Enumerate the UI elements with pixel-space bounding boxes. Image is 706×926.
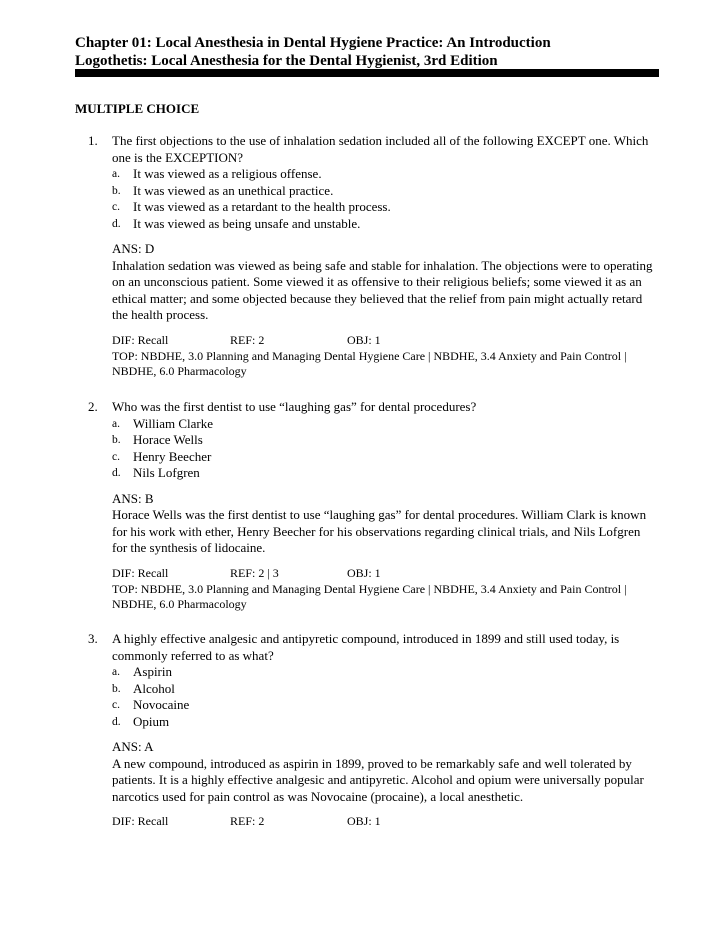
chapter-title: Chapter 01: Local Anesthesia in Dental Hygiene Practice: An Introduction: [75, 35, 551, 51]
question-text: The first objections to the use of inhalation sedation included all of the following EXCEPT one. Which one is the EXCEPTION?: [112, 133, 649, 165]
question-3: [88, 631, 658, 830]
question-text: A highly effective analgesic and antipyretic compound, introduced in 1899 and still used today, is commonly referred to as what?: [112, 631, 620, 663]
option-text: It was viewed as an unethical practice.: [133, 182, 334, 198]
option-text: It was viewed as a religious offense.: [133, 166, 322, 181]
option-text: It was viewed as a retardant to the health process.: [133, 199, 391, 214]
option-text: Opium: [133, 713, 170, 729]
option-text: Henry Beecher: [133, 448, 212, 464]
metadata: [112, 333, 658, 349]
option-a: [112, 664, 658, 681]
option-letter: c.: [112, 201, 120, 213]
objective: OBJ: 1: [347, 565, 381, 580]
question-number: 1.: [88, 133, 98, 148]
rationale: Inhalation sedation was viewed as being safe and stable for inhalation. The objections were to operating on an unconscious patient. Some viewed it as offensive to their religious beliefs; some viewed it as an ethical matter; and some objected because they believed that the relief from pain might actually retard the health process.: [112, 257, 653, 322]
option-letter: d.: [112, 715, 121, 728]
topic: TOP: NBDHE, 3.0 Planning and Managing Dental Hygiene Care | NBDHE, 3.4 Anxiety and Pain Control | NBDHE, 6.0 Pharmacology: [112, 348, 627, 378]
option-text: Aspirin: [133, 664, 172, 679]
header-rule: [75, 69, 659, 77]
option-b: [112, 183, 658, 200]
document-header: [75, 34, 551, 70]
option-d: [112, 714, 658, 731]
option-letter: a.: [112, 417, 120, 430]
option-text: Novocaine: [133, 697, 190, 712]
metadata: [112, 566, 658, 582]
option-letter: a.: [112, 168, 120, 180]
option-letter: b.: [112, 434, 121, 446]
section-title: MULTIPLE CHOICE: [75, 101, 200, 116]
reference: REF: 2 | 3: [230, 565, 279, 580]
answer: ANS: D: [112, 241, 155, 256]
reference: REF: 2: [230, 332, 265, 347]
difficulty: DIF: Recall: [112, 565, 169, 580]
question-number: 3.: [88, 631, 98, 646]
option-c: [112, 199, 658, 216]
metadata: [112, 814, 658, 830]
option-c: [112, 697, 658, 714]
option-text: Nils Lofgren: [133, 465, 200, 480]
answer: ANS: B: [112, 490, 154, 506]
option-a: [112, 166, 658, 183]
option-letter: a.: [112, 666, 120, 678]
objective: OBJ: 1: [347, 332, 381, 347]
option-b: [112, 681, 658, 698]
answer: ANS: A: [112, 739, 154, 754]
option-letter: c.: [112, 699, 120, 711]
option-letter: d.: [112, 217, 121, 230]
option-letter: b.: [112, 682, 121, 695]
question-text: Who was the first dentist to use “laughing gas” for dental procedures?: [112, 399, 477, 414]
option-text: William Clarke: [133, 415, 213, 431]
topic: TOP: NBDHE, 3.0 Planning and Managing Dental Hygiene Care | NBDHE, 3.4 Anxiety and Pain Control | NBDHE, 6.0 Pharmacology: [112, 581, 627, 611]
reference: REF: 2: [230, 814, 265, 828]
option-letter: b.: [112, 184, 121, 197]
option-letter: c.: [112, 450, 120, 463]
option-a: [112, 416, 658, 433]
question-2: [88, 399, 658, 613]
rationale: Horace Wells was the first dentist to use “laughing gas” for dental procedures. William Clark is known for his work with ether, Henry Beecher for his observations regarding clinical trials, and Nils Lofgren for the synthesis of lidocaine.: [112, 507, 647, 555]
difficulty: DIF: Recall: [112, 814, 169, 828]
rationale: A new compound, introduced as aspirin in 1899, proved to be remarkably safe and well tolerated by patients. It is a highly effective analgesic and antipyretic. Alcohol and opium were universally popular narcotics used for pain control as was Novocaine (procaine), a local anesthetic.: [112, 755, 644, 804]
option-b: [112, 432, 658, 449]
option-text: It was viewed as being unsafe and unstable.: [133, 215, 361, 231]
option-text: Alcohol: [133, 680, 175, 696]
question-1: [88, 133, 658, 380]
option-d: [112, 216, 658, 233]
option-d: [112, 465, 658, 482]
option-text: Horace Wells: [133, 432, 203, 447]
option-c: [112, 449, 658, 466]
book-title: Logothetis: Local Anesthesia for the Dental Hygienist, 3rd Edition: [75, 53, 498, 69]
objective: OBJ: 1: [347, 814, 381, 828]
difficulty: DIF: Recall: [112, 332, 169, 347]
option-letter: d.: [112, 467, 121, 479]
question-number: 2.: [88, 399, 98, 414]
